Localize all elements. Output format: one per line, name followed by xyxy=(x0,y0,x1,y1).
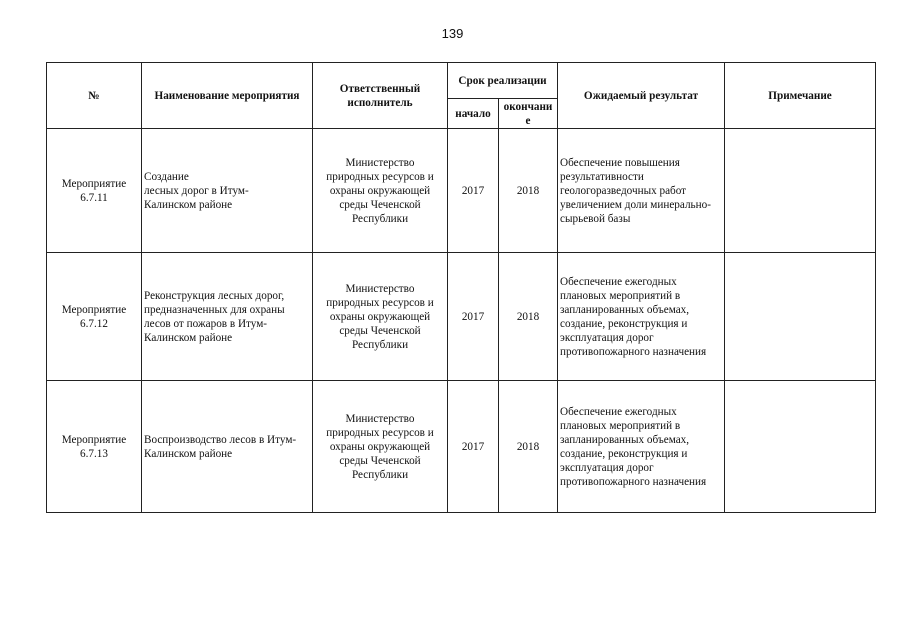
cell-text: охраны окружающей xyxy=(329,310,431,323)
table-row xyxy=(47,381,876,513)
cell-start: 2017 xyxy=(448,129,499,253)
cell-start: 2017 xyxy=(448,381,499,513)
cell-text: охраны окружающей xyxy=(329,184,431,197)
header-result: Ожидаемый результат xyxy=(558,63,725,129)
cell-text: Обеспечение повышения xyxy=(560,156,680,169)
cell-note xyxy=(725,253,876,381)
cell-text: противопожарного назначения xyxy=(560,345,707,358)
cell-text: природных ресурсов и xyxy=(326,426,434,439)
cell-result xyxy=(558,253,725,381)
cell-name xyxy=(142,381,313,513)
cell-text: Создание xyxy=(144,170,189,183)
cell-text: Воспроизводство лесов в Итум- xyxy=(144,433,297,446)
cell-text: Реконструкция лесных дорог, xyxy=(144,289,285,302)
cell-text: Калинском районе xyxy=(144,331,233,344)
cell-text: Республики xyxy=(351,468,409,481)
cell-text: плановых мероприятий в xyxy=(560,289,681,302)
header-executor-line: Ответственный xyxy=(339,82,421,95)
cell-text: Калинском районе xyxy=(144,198,233,211)
cell-text: 6.7.13 xyxy=(80,447,108,460)
cell-text: Калинском районе xyxy=(144,447,233,460)
cell-text: Обеспечение ежегодных xyxy=(560,405,677,418)
cell-text: плановых мероприятий в xyxy=(560,419,681,432)
cell-text: Министерство xyxy=(345,156,415,169)
cell-text: охраны окружающей xyxy=(329,440,431,453)
cell-executor xyxy=(313,253,448,381)
cell-text: запланированных объемах, xyxy=(560,433,690,446)
cell-text: природных ресурсов и xyxy=(326,170,434,183)
cell-text: Министерство xyxy=(345,412,415,425)
cell-text: Министерство xyxy=(345,282,415,295)
header-name: Наименование мероприятия xyxy=(142,63,313,129)
cell-result xyxy=(558,129,725,253)
header-end-line: окончани xyxy=(503,100,553,113)
cell-name xyxy=(142,253,313,381)
cell-text: среды Чеченской xyxy=(339,454,421,467)
cell-text: Обеспечение ежегодных xyxy=(560,275,677,288)
header-number: № xyxy=(47,63,142,129)
cell-text: результативности xyxy=(560,170,644,183)
cell-text: геологоразведочных работ xyxy=(560,184,687,197)
cell-text: сырьевой базы xyxy=(560,212,631,225)
header-executor-line: исполнитель xyxy=(347,96,413,109)
cell-number xyxy=(47,381,142,513)
cell-text: увеличением доли минерально- xyxy=(560,198,711,211)
cell-text: Мероприятие xyxy=(61,177,127,190)
header-end xyxy=(499,99,558,129)
cell-text: Мероприятие xyxy=(61,433,127,446)
cell-text: создание, реконструкция и xyxy=(560,317,688,330)
cell-text: эксплуатация дорог xyxy=(560,331,654,344)
header-note: Примечание xyxy=(725,63,876,129)
cell-text: среды Чеченской xyxy=(339,198,421,211)
header-executor xyxy=(313,63,448,129)
cell-note xyxy=(725,129,876,253)
cell-text: запланированных объемах, xyxy=(560,303,690,316)
cell-text: 6.7.11 xyxy=(80,191,108,204)
cell-text: Мероприятие xyxy=(61,303,127,316)
cell-end: 2018 xyxy=(499,381,558,513)
cell-number xyxy=(47,253,142,381)
cell-executor xyxy=(313,381,448,513)
cell-text: предназначенных для охраны xyxy=(144,303,285,316)
table-row xyxy=(47,129,876,253)
cell-text: лесных дорог в Итум- xyxy=(144,184,249,197)
cell-text: Республики xyxy=(351,212,409,225)
header-period: Срок реализации xyxy=(448,63,558,99)
page-number: 139 xyxy=(441,26,464,41)
cell-text: противопожарного назначения xyxy=(560,475,707,488)
header-start: начало xyxy=(448,99,499,129)
cell-text: природных ресурсов и xyxy=(326,296,434,309)
cell-name xyxy=(142,129,313,253)
cell-number xyxy=(47,129,142,253)
cell-end: 2018 xyxy=(499,253,558,381)
header-end-line: е xyxy=(525,114,531,127)
cell-text: создание, реконструкция и xyxy=(560,447,688,460)
cell-text: 6.7.12 xyxy=(80,317,108,330)
table-header-row xyxy=(47,63,876,99)
cell-text: эксплуатация дорог xyxy=(560,461,654,474)
measures-table xyxy=(46,62,876,513)
table-row xyxy=(47,253,876,381)
cell-text: лесов от пожаров в Итум- xyxy=(144,317,268,330)
cell-note xyxy=(725,381,876,513)
cell-result xyxy=(558,381,725,513)
cell-start: 2017 xyxy=(448,253,499,381)
cell-text: среды Чеченской xyxy=(339,324,421,337)
cell-executor xyxy=(313,129,448,253)
cell-end: 2018 xyxy=(499,129,558,253)
cell-text: Республики xyxy=(351,338,409,351)
